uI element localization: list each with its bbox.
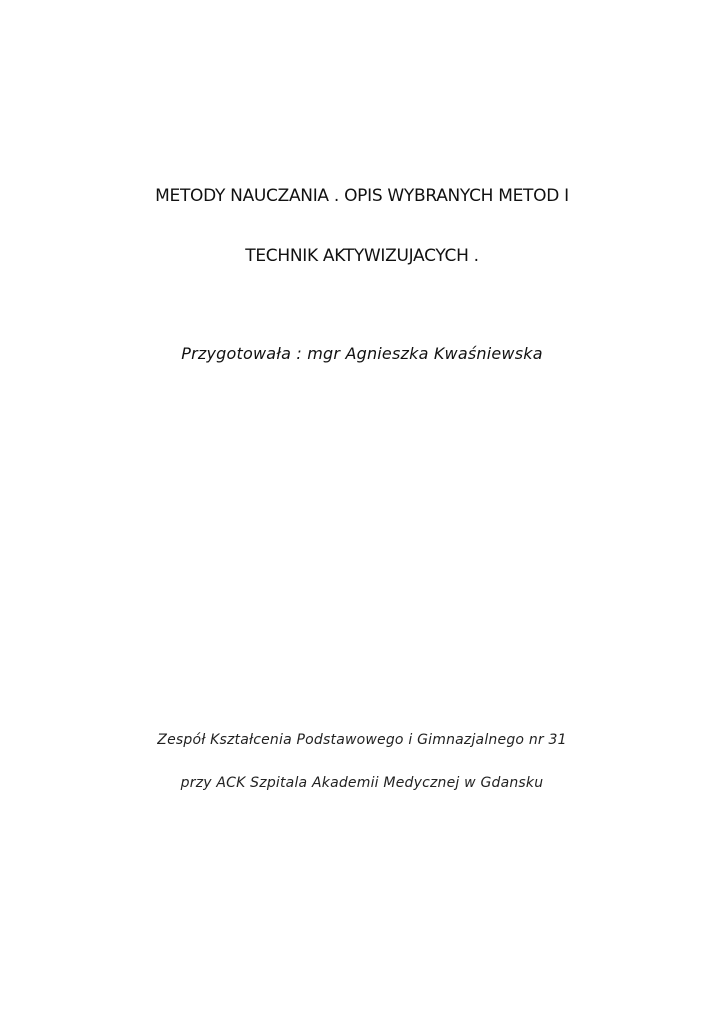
author-line: Przygotowała : mgr Agnieszka Kwaśniewska bbox=[181, 344, 543, 363]
document-title-line-2: TECHNIK AKTYWIZUJACYCH . bbox=[245, 246, 479, 266]
institution-line-2: przy ACK Szpitala Akademii Medycznej w Gdansku bbox=[180, 775, 544, 791]
institution-line-1: Zespół Kształcenia Podstawowego i Gimnazjalnego nr 31 bbox=[157, 732, 567, 748]
document-title-line-1: METODY NAUCZANIA . OPIS WYBRANYCH METOD I bbox=[155, 186, 569, 206]
